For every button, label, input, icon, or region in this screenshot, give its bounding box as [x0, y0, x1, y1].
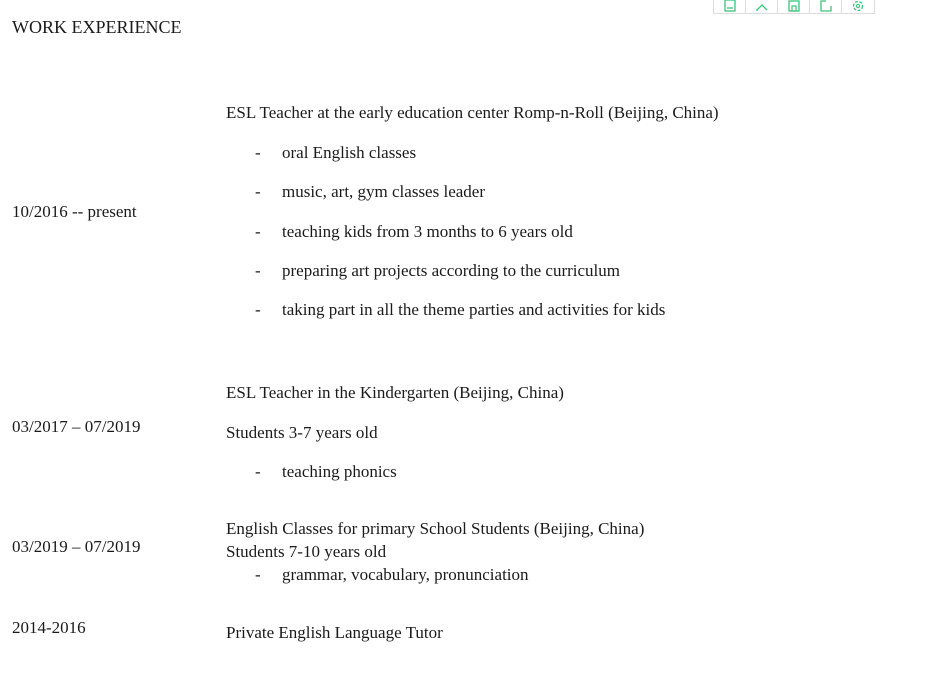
job-title: English Classes for primary School Students (Beijing, China)	[226, 519, 645, 538]
job-item: teaching kids from 3 months to 6 years old	[282, 222, 573, 241]
bullet-dash: -	[255, 182, 261, 201]
job-dates: 03/2019 – 07/2019	[12, 537, 141, 556]
job-item: teaching phonics	[282, 462, 397, 481]
job-dates: 2014-2016	[12, 618, 86, 637]
bullet-dash: -	[255, 462, 261, 481]
bullet-dash: -	[255, 300, 261, 319]
job-title: ESL Teacher at the early education center Romp-n-Roll (Beijing, China)	[226, 103, 719, 122]
save-button[interactable]	[714, 0, 746, 13]
job-item: oral English classes	[282, 143, 417, 162]
bullet-dash: -	[255, 143, 261, 162]
bullet-dash: -	[255, 222, 261, 241]
job-item: music, art, gym classes leader	[282, 182, 485, 201]
job-subtitle: Students 7-10 years old	[226, 542, 387, 561]
export-icon	[819, 0, 833, 13]
job-title: ESL Teacher in the Kindergarten (Beijing, China)	[226, 383, 564, 402]
print-icon	[787, 0, 801, 13]
expand-icon	[755, 0, 769, 13]
settings-button[interactable]	[842, 0, 874, 13]
settings-icon	[851, 0, 865, 13]
bullet-dash: -	[255, 261, 261, 280]
print-button[interactable]	[778, 0, 810, 13]
job-item: preparing art projects according to the curriculum	[282, 261, 620, 280]
section-heading: WORK EXPERIENCE	[12, 17, 182, 37]
bullet-dash: -	[255, 565, 261, 584]
export-button[interactable]	[810, 0, 842, 13]
job-item: taking part in all the theme parties and activities for kids	[282, 300, 666, 319]
expand-button[interactable]	[746, 0, 778, 13]
save-icon	[723, 0, 737, 13]
job-title: Private English Language Tutor	[226, 623, 443, 642]
job-dates: 10/2016 -- present	[12, 202, 137, 221]
document-toolbar	[713, 0, 875, 14]
job-subtitle: Students 3-7 years old	[226, 423, 378, 442]
job-item: grammar, vocabulary, pronunciation	[282, 565, 529, 584]
job-dates: 03/2017 – 07/2019	[12, 417, 141, 436]
